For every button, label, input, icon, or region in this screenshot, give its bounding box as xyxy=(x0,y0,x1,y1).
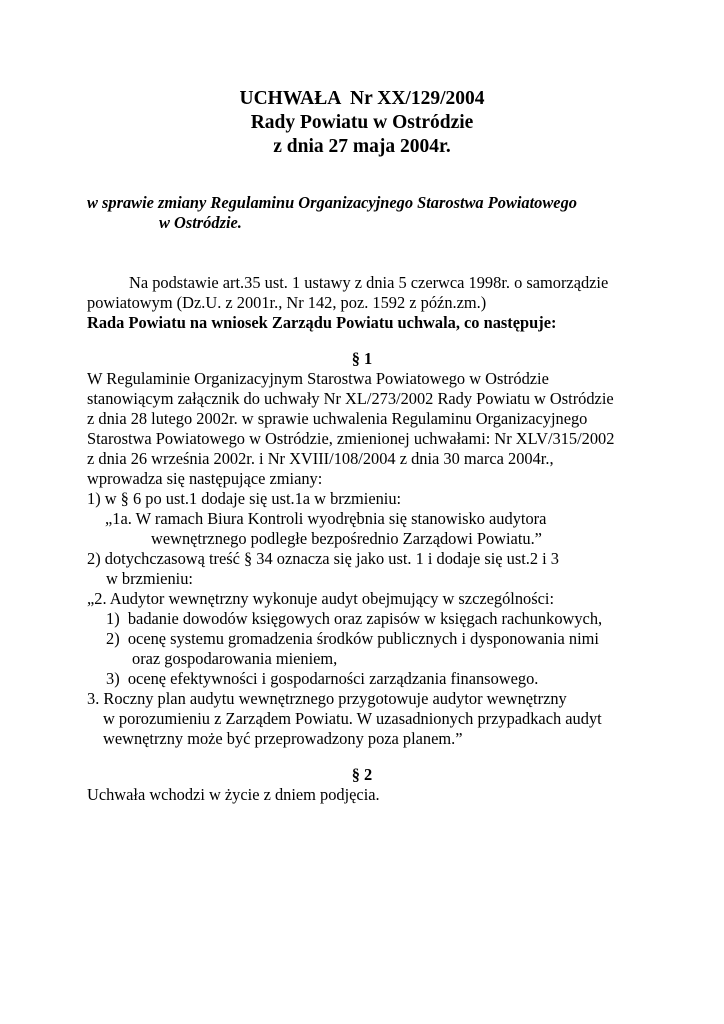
audit-item-2: 2) ocenę systemu gromadzenia środków publicznych i dysponowania nimi xyxy=(106,629,599,648)
section-2-text: Uchwała wchodzi w życie z dniem podjęcia. xyxy=(87,785,380,804)
resolution-number: UCHWAŁA Nr XX/129/2004 xyxy=(239,88,485,109)
amendment-2-quote: „2. Audytor wewnętrzny wykonuje audyt obejmujący w szczególności: xyxy=(87,589,555,608)
audit-item-3: 3) ocenę efektywności i gospodarności zarządzania finansowego. xyxy=(106,669,539,688)
audit-plan: wewnętrzny może być przeprowadzony poza planem.” xyxy=(103,729,463,748)
resolution-date: z dnia 27 maja 2004r. xyxy=(273,136,451,157)
section-1-line: z dnia 26 września 2002r. i Nr XVIII/108/2004 z dnia 30 marca 2004r., xyxy=(87,449,554,468)
audit-plan: 3. Roczny plan audytu wewnętrznego przygotowuje audytor wewnętrzny xyxy=(87,689,567,708)
section-1-line: z dnia 28 lutego 2002r. w sprawie uchwalenia Regulaminu Organizacyjnego xyxy=(87,409,588,428)
audit-item-2: oraz gospodarowania mieniem, xyxy=(132,649,338,668)
amendment-1-quote: „1a. W ramach Biura Kontroli wyodrębnia się stanowisko audytora xyxy=(105,509,547,528)
amendment-2: 2) dotychczasową treść § 34 oznacza się jako ust. 1 i dodaje się ust.2 i 3 xyxy=(87,549,559,568)
amendment-1-quote: wewnętrznego podległe bezpośrednio Zarządowi Powiatu.” xyxy=(151,529,542,548)
subject-line-1: w sprawie zmiany Regulaminu Organizacyjnego Starostwa Powiatowego xyxy=(87,193,577,212)
council-name: Rady Powiatu w Ostródzie xyxy=(250,112,474,133)
preamble-line-2: powiatowym (Dz.U. z 2001r., Nr 142, poz. 1592 z późn.zm.) xyxy=(87,293,487,312)
section-1-sign: § 1 xyxy=(351,349,373,368)
audit-plan: w porozumieniu z Zarządem Powiatu. W uzasadnionych przypadkach audyt xyxy=(103,709,602,728)
section-1-line: W Regulaminie Organizacyjnym Starostwa Powiatowego w Ostródzie xyxy=(87,369,549,388)
section-1-line: Starostwa Powiatowego w Ostródzie, zmienionej uchwałami: Nr XLV/315/2002 xyxy=(87,429,615,448)
section-1-line: wprowadza się następujące zmiany: xyxy=(87,469,323,488)
audit-item-1: 1) badanie dowodów księgowych oraz zapisów w księgach rachunkowych, xyxy=(106,609,603,628)
amendment-1: 1) w § 6 po ust.1 dodaje się ust.1a w brzmieniu: xyxy=(87,489,402,508)
preamble-line-1: Na podstawie art.35 ust. 1 ustawy z dnia 5 czerwca 1998r. o samorządzie xyxy=(129,273,609,292)
section-2-sign: § 2 xyxy=(351,765,373,784)
section-1-line: stanowiącym załącznik do uchwały Nr XL/273/2002 Rady Powiatu w Ostródzie xyxy=(87,389,614,408)
subject-line-2: w Ostródzie. xyxy=(159,213,242,232)
preamble-resolves: Rada Powiatu na wniosek Zarządu Powiatu uchwala, co następuje: xyxy=(87,313,557,332)
amendment-2: w brzmieniu: xyxy=(106,569,193,588)
